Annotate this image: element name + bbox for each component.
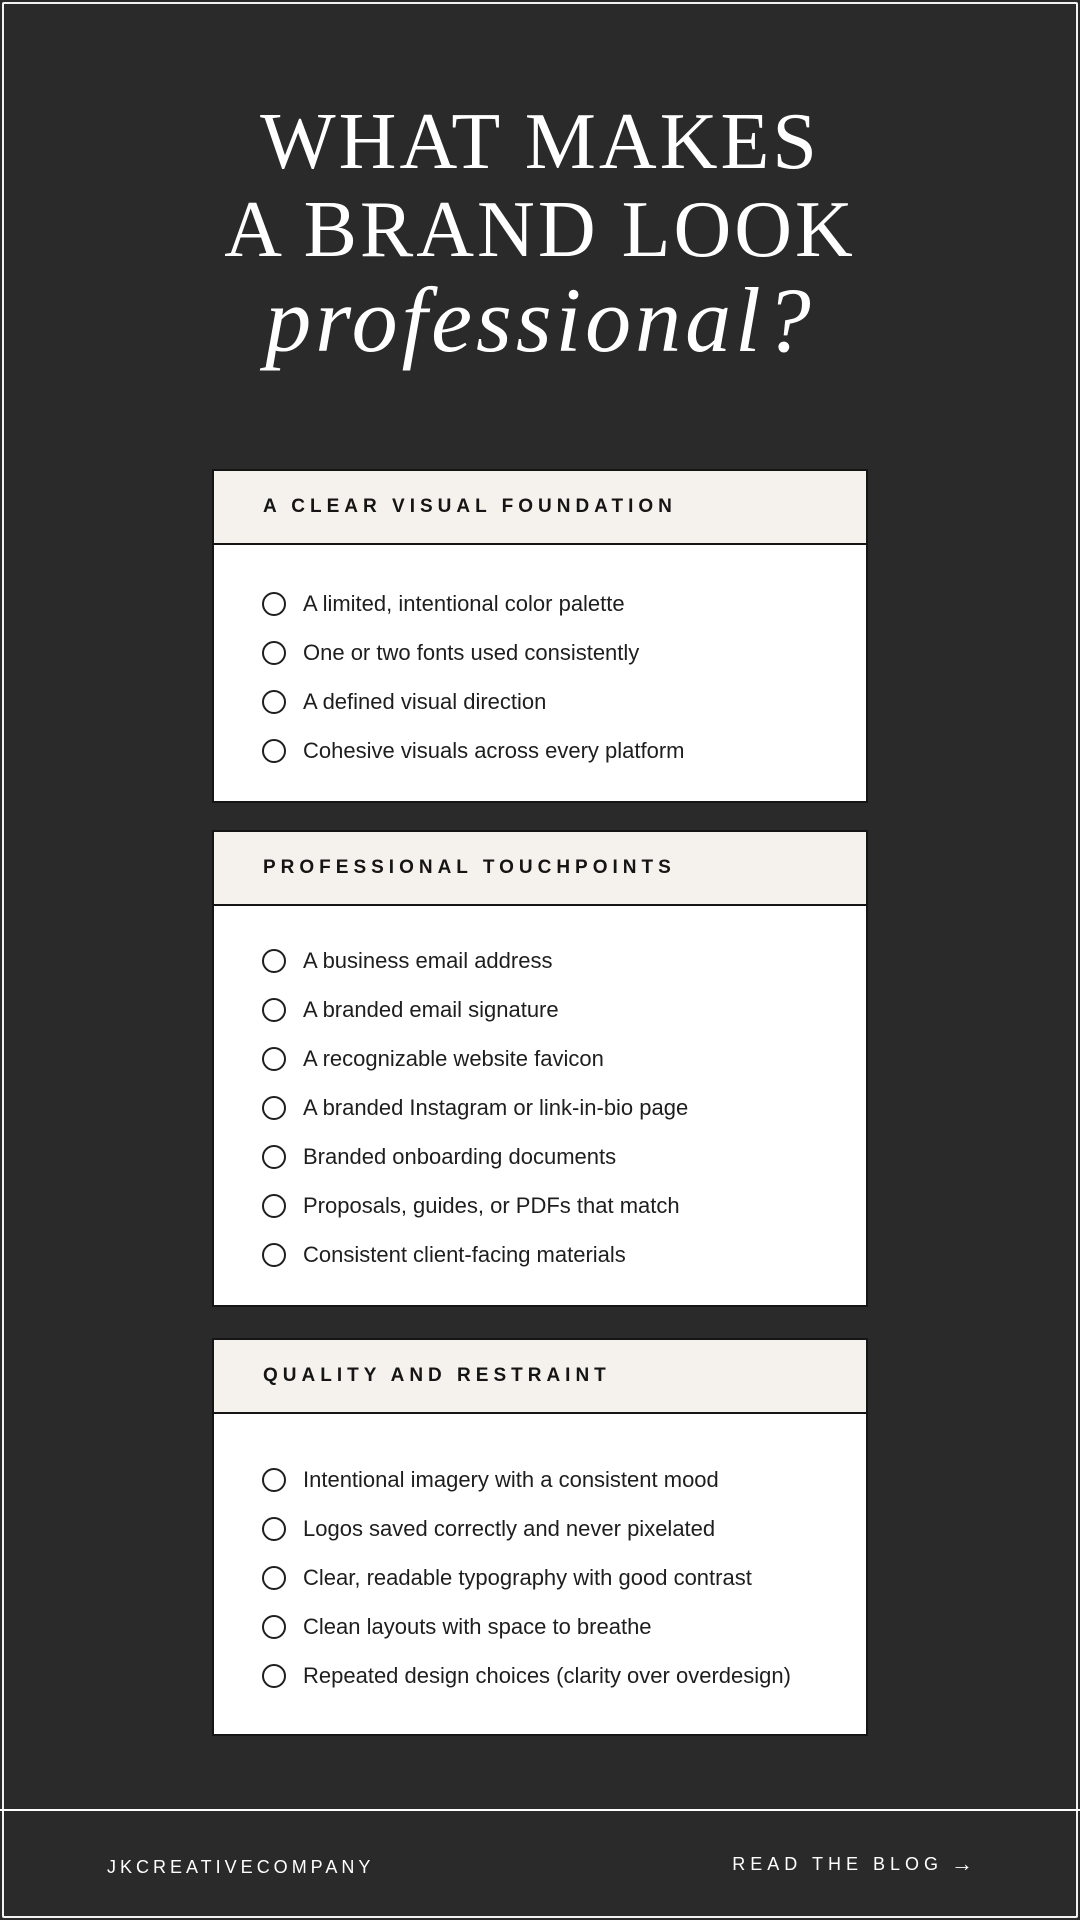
checklist-item-label: Clear, readable typography with good contrast (303, 1564, 752, 1590)
section-header (214, 1340, 866, 1414)
empty-circle-icon (262, 1615, 286, 1639)
checklist-item (262, 1651, 866, 1700)
checklist-item-label: Logos saved correctly and never pixelated (303, 1515, 716, 1541)
checklist-item-label: A defined visual direction (303, 688, 547, 714)
empty-circle-icon (262, 1566, 286, 1590)
footer-brand: JKCREATIVECOMPANY (107, 1857, 375, 1877)
checklist-item-label: Proposals, guides, or PDFs that match (303, 1192, 680, 1218)
hero-line-3: professional? (265, 269, 815, 371)
checklist-item-label: Consistent client-facing materials (303, 1241, 626, 1267)
checklist-item (262, 1083, 866, 1132)
empty-circle-icon (262, 1047, 286, 1071)
checklist-item (262, 1034, 866, 1083)
checklist-item (262, 1230, 866, 1279)
section-header (214, 471, 866, 545)
hero-line-1: WHAT MAKES (260, 98, 820, 186)
section-card-professional-touchpoints (212, 830, 868, 1307)
section-title: PROFESSIONAL TOUCHPOINTS (263, 857, 676, 878)
empty-circle-icon (262, 1194, 286, 1218)
checklist-item (262, 1181, 866, 1230)
read-the-blog-label: READ THE BLOG (732, 1853, 943, 1874)
checklist-item (262, 628, 866, 677)
checklist-item-label: A limited, intentional color palette (303, 590, 625, 616)
empty-circle-icon (262, 1664, 286, 1688)
read-the-blog-link[interactable] (732, 1851, 973, 1877)
checklist-item (262, 1504, 866, 1553)
checklist-item (262, 579, 866, 628)
section-title: A CLEAR VISUAL FOUNDATION (263, 496, 677, 517)
empty-circle-icon (262, 1517, 286, 1541)
checklist-item-label: Intentional imagery with a consistent mood (303, 1466, 719, 1492)
section-header (214, 832, 866, 906)
hero-line-2: A BRAND LOOK (224, 186, 856, 274)
checklist-item (262, 726, 866, 775)
checklist-item-label: Clean layouts with space to breathe (303, 1613, 652, 1639)
checklist-item (262, 1602, 866, 1651)
section-title: QUALITY AND RESTRAINT (263, 1365, 611, 1386)
hero-heading (0, 98, 1080, 371)
section-card-quality-restraint (212, 1338, 868, 1736)
empty-circle-icon (262, 690, 286, 714)
checklist-item (262, 1132, 866, 1181)
empty-circle-icon (262, 592, 286, 616)
empty-circle-icon (262, 641, 286, 665)
empty-circle-icon (262, 1243, 286, 1267)
checklist (214, 906, 866, 1279)
empty-circle-icon (262, 1468, 286, 1492)
checklist (214, 1414, 866, 1700)
checklist-item-label: A business email address (303, 947, 553, 973)
checklist-item (262, 1553, 866, 1602)
checklist (214, 545, 866, 775)
checklist-item (262, 985, 866, 1034)
checklist-item-label: A branded email signature (303, 996, 559, 1022)
checklist-item-label: Branded onboarding documents (303, 1143, 617, 1169)
checklist-item-label: One or two fonts used consistently (303, 639, 640, 665)
checklist-item-label: Cohesive visuals across every platform (303, 737, 685, 763)
checklist-item (262, 936, 866, 985)
checklist-item (262, 677, 866, 726)
empty-circle-icon (262, 1145, 286, 1169)
empty-circle-icon (262, 949, 286, 973)
checklist-item-label: A recognizable website favicon (303, 1045, 604, 1071)
checklist-item (262, 1455, 866, 1504)
empty-circle-icon (262, 1096, 286, 1120)
checklist-item-label: Repeated design choices (clarity over overdesign) (303, 1662, 791, 1688)
empty-circle-icon (262, 739, 286, 763)
section-card-visual-foundation (212, 469, 868, 803)
arrow-right-icon: → (951, 1851, 973, 1876)
checklist-item-label: A branded Instagram or link-in-bio page (303, 1094, 689, 1120)
empty-circle-icon (262, 998, 286, 1022)
